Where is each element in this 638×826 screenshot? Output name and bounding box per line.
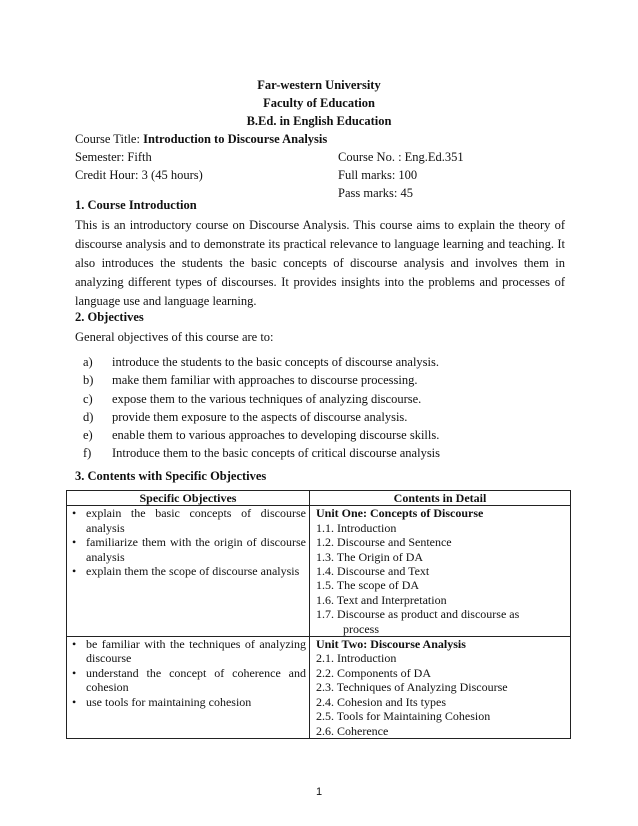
list-item: d) provide them exposure to the aspects of discourse analysis. bbox=[83, 409, 408, 424]
document-header bbox=[0, 76, 638, 130]
bullet-icon: • bbox=[72, 665, 77, 680]
course-title-label: Course Title: bbox=[75, 132, 140, 146]
bullet-icon: • bbox=[72, 694, 77, 709]
faculty-name: Faculty of Education bbox=[263, 96, 375, 110]
pass-marks: Pass marks: 45 bbox=[338, 186, 413, 200]
list-item: c) expose them to the various techniques of analyzing discourse. bbox=[83, 391, 422, 406]
list-item: a) introduce the students to the basic concepts of discourse analysis. bbox=[83, 355, 440, 369]
bullet-icon: • bbox=[72, 506, 77, 521]
objectives-cell: • explain the basic concepts of discourse analysis • familiarize them with the origin of discourse analysis • explain them the scope of discourse analysis bbox=[67, 506, 310, 637]
semester: Semester: Fifth bbox=[75, 150, 152, 164]
course-introduction-text: This is an introductory course on Discourse Analysis. This course aims to explain the theory of discourse analysis and to demonstrate its practical relevance to language learning and teaching. It also introduces the students the basic concepts of discourse analysis and involves them in analyzing different types of discourses. It provides insights into the problems and processes of language use and language learning. bbox=[75, 218, 565, 308]
credit-hour: Credit Hour: 3 (45 hours) bbox=[75, 168, 203, 182]
program-name: B.Ed. in English Education bbox=[246, 114, 392, 128]
course-number: Course No. : Eng.Ed.351 bbox=[338, 150, 464, 164]
objectives-cell: • be familiar with the techniques of analyzing discourse • understand the concept of coherence and cohesion • use tools for maintaining cohesion bbox=[67, 637, 310, 739]
page-number: 1 bbox=[315, 786, 323, 798]
bullet-icon: • bbox=[72, 637, 77, 652]
full-marks: Full marks: 100 bbox=[338, 168, 418, 182]
bullet-icon: • bbox=[72, 564, 77, 579]
contents-cell: Unit One: Concepts of Discourse 1.1. Introduction 1.2. Discourse and Sentence 1.3. The Origin of DA 1.4. Discourse and Text 1.5. The scope of DA 1.6. Text and Interpretation 1.7. Discourse as product and discourse as process bbox=[310, 506, 571, 637]
contents-table bbox=[66, 490, 571, 739]
list-item: f) Introduce them to the basic concepts of critical discourse analysis bbox=[83, 446, 441, 461]
table-row bbox=[67, 506, 571, 637]
course-title-value: Introduction to Discourse Analysis bbox=[143, 132, 328, 146]
contents-cell: Unit Two: Discourse Analysis 2.1. Introduction 2.2. Components of DA 2.3. Techniques of Analyzing Discourse 2.4. Cohesion and Its types 2.5. Tools for Maintaining Cohesion 2.6. Coherence bbox=[310, 637, 571, 739]
section-heading-introduction: 1. Course Introduction bbox=[75, 198, 197, 212]
column-header-contents: Contents in Detail bbox=[310, 491, 571, 506]
section-heading-contents: 3. Contents with Specific Objectives bbox=[75, 469, 267, 483]
objectives-intro: General objectives of this course are to: bbox=[75, 330, 274, 344]
list-item: e) enable them to various approaches to developing discourse skills. bbox=[83, 428, 440, 443]
bullet-icon: • bbox=[72, 535, 77, 550]
table-row bbox=[67, 637, 571, 739]
objectives-list bbox=[83, 353, 563, 463]
list-item: b) make them familiar with approaches to discourse processing. bbox=[83, 373, 418, 388]
column-header-objectives: Specific Objectives bbox=[67, 491, 310, 506]
unit-title: Unit One: Concepts of Discourse bbox=[316, 506, 484, 521]
unit-title: Unit Two: Discourse Analysis bbox=[316, 637, 466, 652]
university-name: Far-western University bbox=[257, 78, 381, 92]
course-meta bbox=[75, 130, 565, 202]
section-heading-objectives: 2. Objectives bbox=[75, 310, 144, 324]
